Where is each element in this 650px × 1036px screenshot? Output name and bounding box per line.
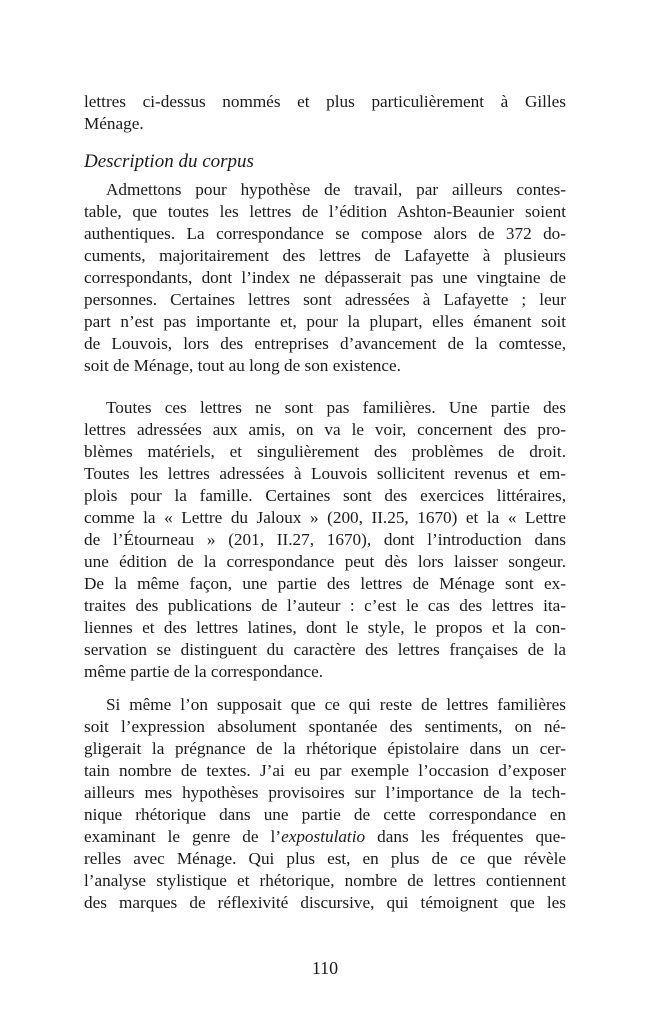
text-line: cuments, majoritairement des lettres de Lafayette à plusieurs — [84, 246, 566, 265]
text-line: blèmes matériels, et singulièrement des problèmes de droit. — [84, 442, 566, 461]
text-line: une édition de la correspondance peut dès lors laisser songeur. — [84, 552, 566, 571]
text-line: relles avec Ménage. Qui plus est, en plus de ce que révèle — [84, 849, 566, 868]
text-line: même partie de la correspondance. — [84, 662, 324, 681]
text-line: l’analyse stylistique et rhétorique, nombre de lettres contiennent — [84, 871, 566, 890]
text-line: tain nombre de textes. J’ai eu par exemple l’occasion d’exposer — [84, 761, 566, 780]
text-line: personnes. Certaines lettres sont adressées à Lafayette ; leur — [84, 290, 566, 309]
italic-term: expostulatio — [281, 827, 366, 846]
text-line: authentiques. La correspondance se compose alors de 372 do- — [84, 224, 566, 243]
text-line: de Louvois, lors des entreprises d’avancement de la comtesse, — [84, 334, 566, 353]
text-line: Admettons pour hypothèse de travail, par ailleurs contes- — [106, 180, 566, 199]
text-line: soit de Ménage, tout au long de son existence. — [84, 356, 401, 375]
text-line: de l’Étourneau » (201, II.27, 1670), dont l’introduction dans — [84, 530, 566, 549]
paragraph-3 — [84, 694, 566, 914]
text-line: Ménage. — [84, 114, 144, 133]
text-line: ailleurs mes hypothèses provisoires sur l’importance de la tech- — [84, 783, 566, 802]
text-line: lettres ci-dessus nommés et plus particulièrement à Gilles — [84, 92, 566, 111]
text-segment: dans les fréquentes que- — [365, 827, 566, 846]
text-line: des marques de réflexivité discursive, qui témoignent que les — [84, 893, 566, 912]
text-line — [84, 826, 566, 848]
text-line: De la même façon, une partie des lettres de Ménage sont ex- — [84, 574, 566, 593]
text-line: table, que toutes les lettres de l’édition Ashton-Beaunier soient — [84, 202, 566, 221]
paragraph-2 — [84, 397, 566, 683]
text-line: plois pour la famille. Certaines sont des exercices littéraires, — [84, 486, 566, 505]
paragraph-1 — [84, 179, 566, 377]
text-line: soit l’expression absolument spontanée des sentiments, on né- — [84, 717, 566, 736]
text-line: servation se distinguent du caractère des lettres françaises de la — [84, 640, 566, 659]
section-heading: Description du corpus — [84, 151, 254, 172]
text-line: Si même l’on supposait que ce qui reste de lettres familières — [106, 695, 566, 714]
text-line: gligerait la prégnance de la rhétorique épistolaire dans un cer- — [84, 739, 566, 758]
text-line: nique rhétorique dans une partie de cette correspondance en — [84, 805, 566, 824]
intro-paragraph — [84, 91, 566, 135]
text-line: comme la « Lettre du Jaloux » (200, II.25, 1670) et la « Lettre — [84, 508, 566, 527]
text-line: part n’est pas importante et, pour la plupart, elles émanent soit — [84, 312, 566, 331]
page-number: 110 — [311, 958, 339, 978]
text-line: traites des publications de l’auteur : c’est le cas des lettres ita- — [84, 596, 566, 615]
text-line: Toutes les lettres adressées à Louvois sollicitent revenus et em- — [84, 464, 566, 483]
text-line: liennes et des lettres latines, dont le style, le propos et la con- — [84, 618, 566, 637]
text-line: correspondants, dont l’index ne dépasserait pas une vingtaine de — [84, 268, 566, 287]
text-line: lettres adressées aux amis, on va le voir, concernent des pro- — [84, 420, 566, 439]
text-segment: examinant le genre de l’ — [84, 827, 282, 846]
text-line: Toutes ces lettres ne sont pas familières. Une partie des — [106, 398, 566, 417]
